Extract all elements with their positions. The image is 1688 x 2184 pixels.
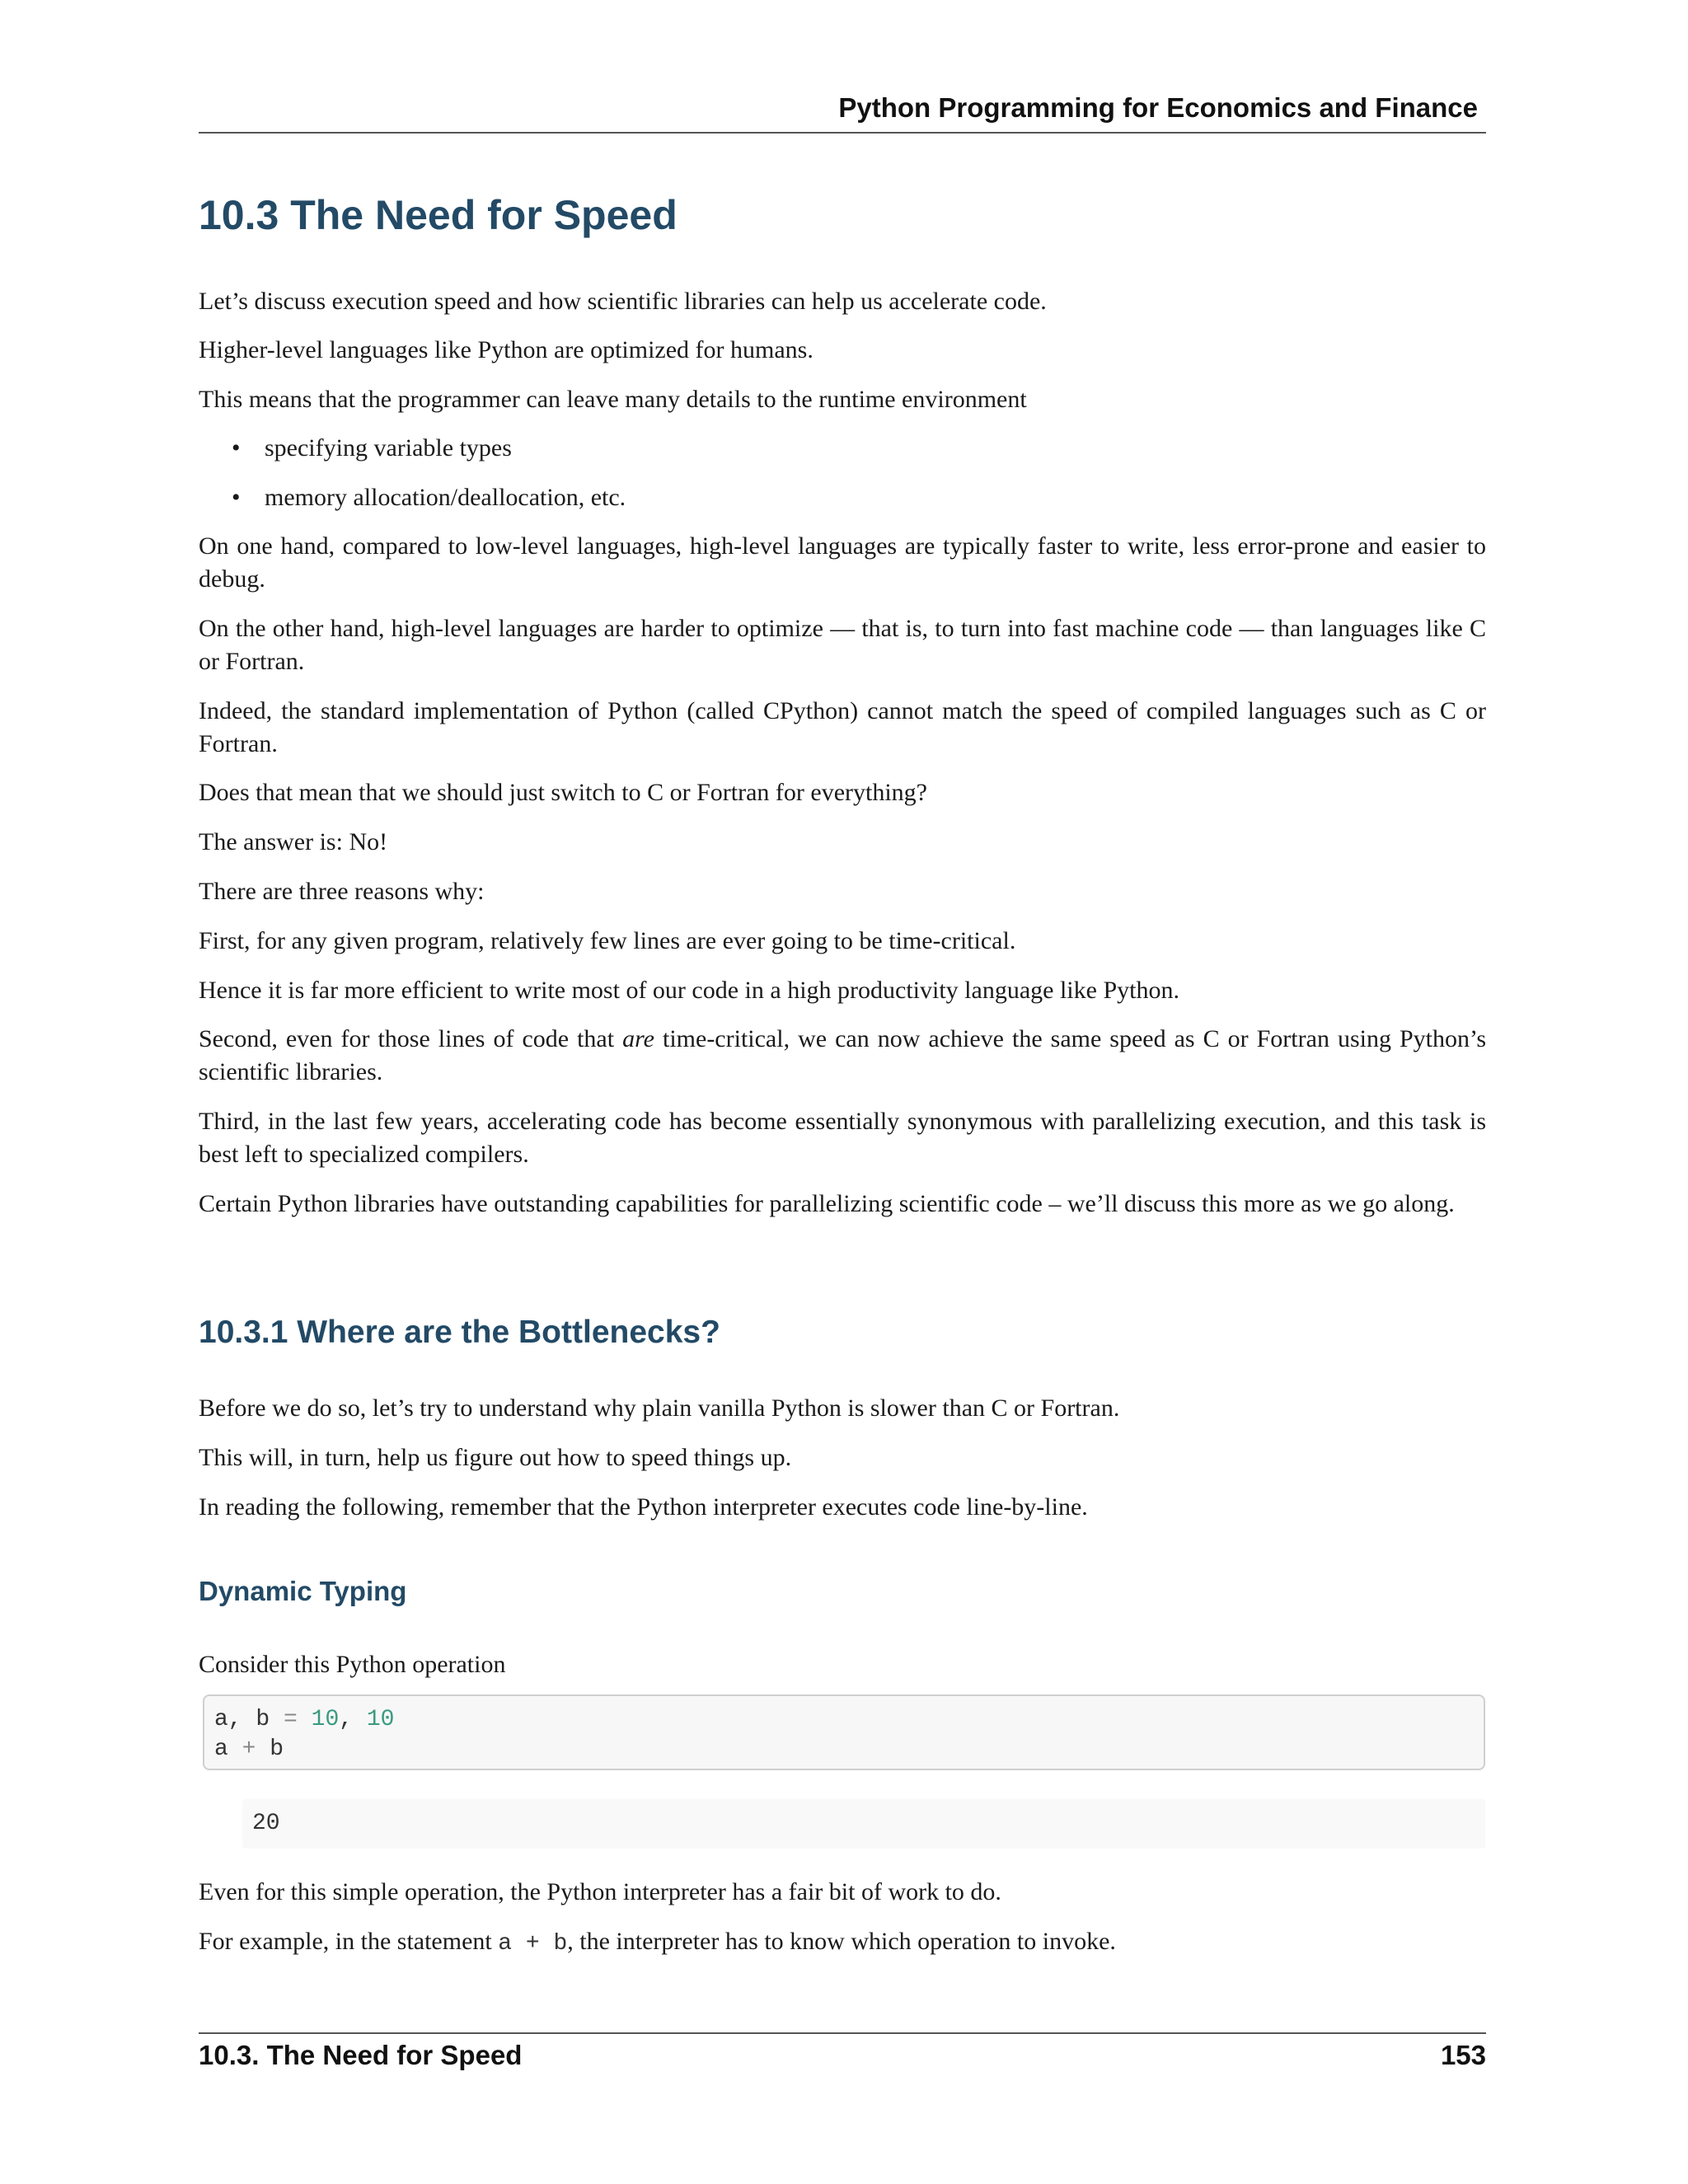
paragraph: Third, in the last few years, accelerating code has become essentially synonymous with parallelizing execution, and this task is best left to specialized compilers. (199, 1108, 1486, 1168)
paragraph: Consider this Python operation (199, 1651, 506, 1678)
paragraph: Before we do so, let’s try to understand why plain vanilla Python is slower than C or Fortran. (199, 1394, 1120, 1422)
running-header (199, 92, 1486, 134)
code-block[interactable] (203, 1694, 1485, 1770)
list-item-text: memory allocation/deallocation, etc. (265, 484, 626, 511)
page-number: 153 (1440, 2040, 1486, 2070)
paragraph-text: For example, in the statement (199, 1928, 499, 1955)
emphasis: are (622, 1025, 654, 1052)
paragraph: In reading the following, remember that the Python interpreter executes code line-by-line. (199, 1493, 1088, 1521)
code-operator: = (284, 1707, 298, 1732)
paragraph-text: Second, even for those lines of code that (199, 1025, 623, 1052)
paragraph: Higher-level languages like Python are optimized for humans. (199, 336, 814, 363)
list-item-text: specifying variable types (265, 434, 512, 462)
paragraph-text: time-critical, we can now achieve the same speed as C or Fortran using Python’s scientific libraries. (199, 1025, 1486, 1085)
code-token: , (339, 1707, 367, 1732)
paragraph: The answer is: No! (199, 828, 388, 855)
running-header-title: Python Programming for Economics and Finance (838, 92, 1478, 123)
code-number: 10 (366, 1707, 395, 1732)
code-number: 10 (311, 1707, 340, 1732)
paragraph: On one hand, compared to low-level languages, high-level languages are typically faster to write, less error-prone and easier to debug. (199, 532, 1486, 593)
code-output: 20 (242, 1799, 1485, 1849)
paragraph (199, 1023, 1486, 1089)
footer-section-label: 10.3. The Need for Speed (199, 2040, 523, 2070)
paragraph: Hence it is far more efficient to write most of our code in a high productivity language like Python. (199, 977, 1179, 1004)
paragraph: Does that mean that we should just switch to C or Fortran for everything? (199, 779, 927, 806)
code-token: a, b (214, 1707, 284, 1732)
paragraph: Let’s discuss execution speed and how scientific libraries can help us accelerate code. (199, 288, 1047, 315)
bullet-icon: • (232, 434, 241, 462)
paragraph: This will, in turn, help us figure out how to speed things up. (199, 1444, 792, 1471)
code-operator: + (241, 1736, 256, 1762)
paragraph: There are three reasons why: (199, 878, 485, 905)
document-page (199, 0, 1486, 2184)
inline-code: a + b (498, 1931, 568, 1957)
code-token: b (256, 1736, 284, 1762)
list-item (232, 432, 512, 465)
footer-divider (199, 2032, 1486, 2034)
paragraph: This means that the programmer can leave many details to the runtime environment (199, 386, 1027, 413)
subsubsection-title: Dynamic Typing (199, 1576, 407, 1606)
paragraph-text: , the interpreter has to know which operation to invoke. (567, 1928, 1116, 1955)
paragraph: Certain Python libraries have outstanding capabilities for parallelizing scientific code – we’ll discuss this more as we go along. (199, 1190, 1455, 1217)
section-title: 10.3 The Need for Speed (199, 192, 678, 238)
code-token: a (214, 1736, 242, 1762)
paragraph: Even for this simple operation, the Python interpreter has a fair bit of work to do. (199, 1878, 1001, 1905)
code-token (298, 1707, 312, 1732)
paragraph (199, 1925, 1486, 1961)
subsection-title: 10.3.1 Where are the Bottlenecks? (199, 1315, 720, 1350)
bullet-icon: • (232, 484, 241, 511)
list-item (232, 481, 626, 514)
paragraph: First, for any given program, relatively few lines are ever going to be time-critical. (199, 927, 1016, 954)
paragraph: On the other hand, high-level languages are harder to optimize — that is, to turn into fast machine code — than languages like C or Fortran. (199, 615, 1486, 675)
paragraph: Indeed, the standard implementation of Python (called CPython) cannot match the speed of compiled languages such as C or Fortran. (199, 697, 1486, 757)
